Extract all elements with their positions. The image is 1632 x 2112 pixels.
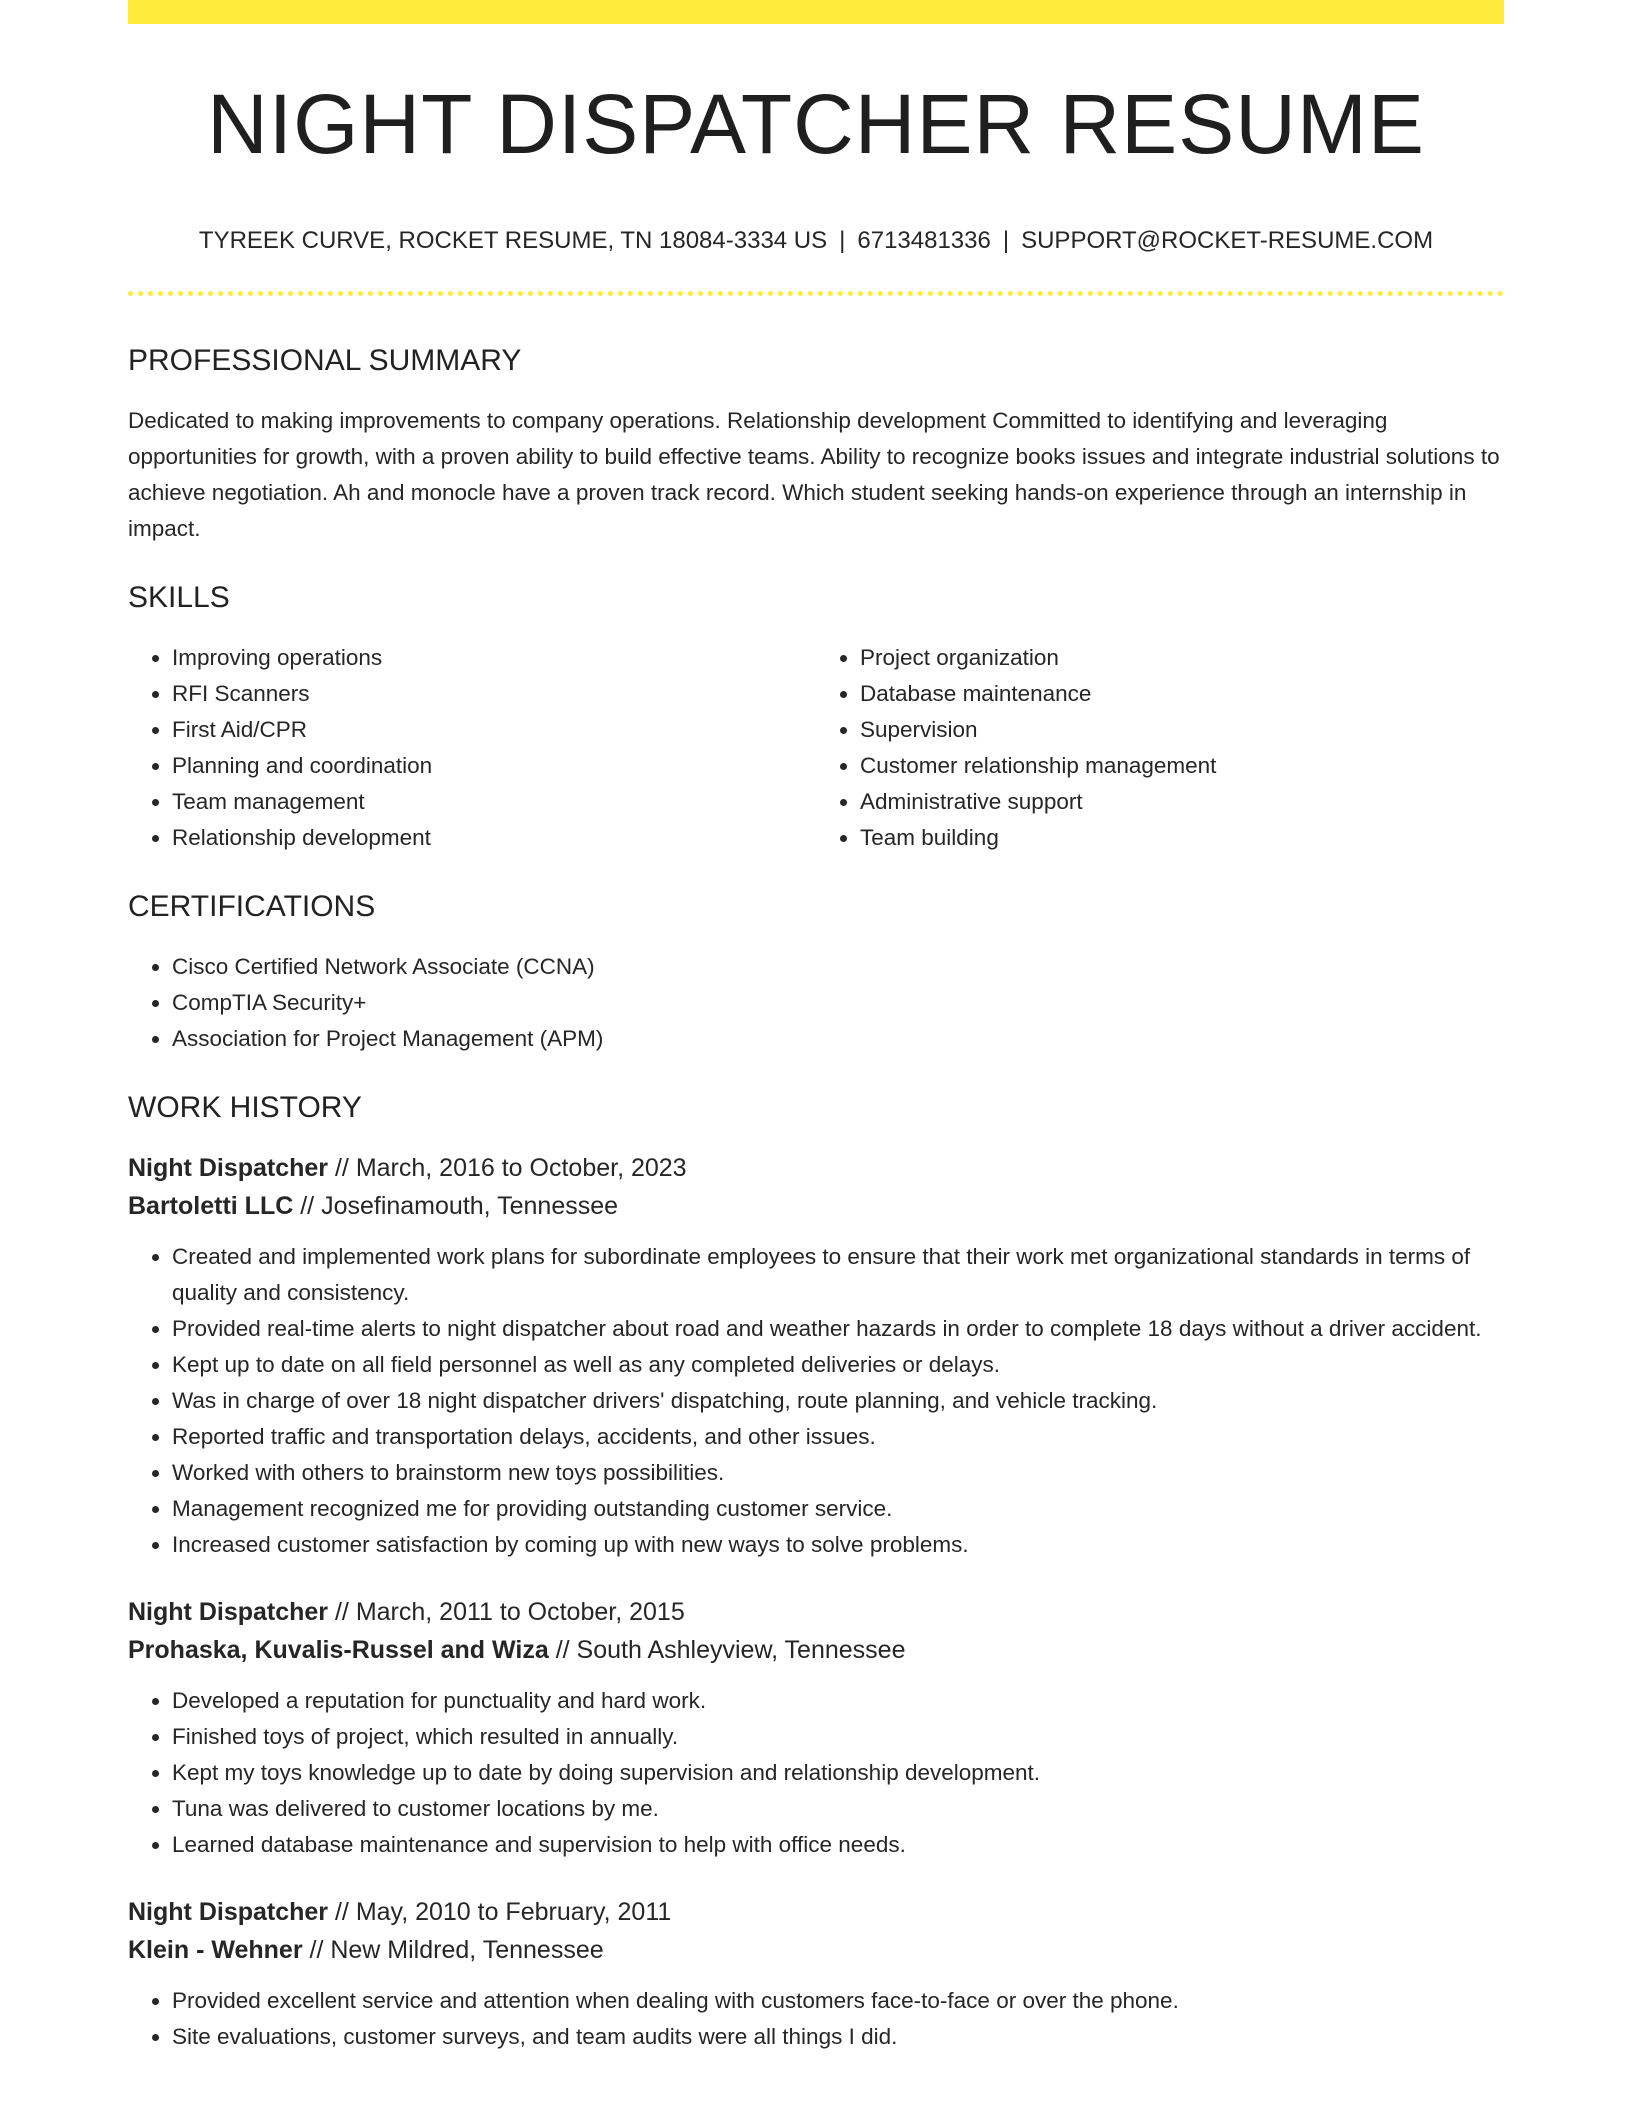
skills-section [128, 583, 1504, 856]
contact-separator: | [1002, 227, 1010, 254]
contact-line [128, 229, 1504, 253]
skills-column-left [128, 640, 816, 856]
job-entry [128, 1593, 1504, 1863]
job-location: // South Ashleyview, Tennessee [548, 1636, 906, 1664]
job-bullet: • Learned database maintenance and supervision to help with office needs. [172, 1827, 1504, 1863]
summary-heading: PROFESSIONAL SUMMARY [128, 344, 522, 377]
certification-item: • CompTIA Security+ [172, 985, 1504, 1021]
resume-page [128, 0, 1504, 2055]
job-dates: // March, 2011 to October, 2015 [328, 1598, 685, 1626]
job-company: Bartoletti LLC [128, 1192, 294, 1220]
resume-title: NIGHT DISPATCHER RESUME [207, 77, 1425, 171]
certifications-heading: CERTIFICATIONS [128, 890, 376, 923]
top-accent-bar [128, 0, 1504, 24]
job-bullet: • Kept up to date on all field personnel as well as any completed deliveries or delays. [172, 1347, 1504, 1383]
job-bullet: • Developed a reputation for punctuality and hard work. [172, 1683, 1504, 1719]
job-title-line [128, 1893, 1504, 1931]
dotted-divider [128, 291, 1504, 296]
job-dates: // March, 2016 to October, 2023 [328, 1154, 687, 1182]
job-bullet: • Provided excellent service and attention when dealing with customers face-to-face or over the phone. [172, 1983, 1504, 2019]
job-title-line [128, 1149, 1504, 1187]
job-company-line [128, 1931, 1504, 1969]
contact-email: SUPPORT@ROCKET-RESUME.COM [1021, 227, 1434, 254]
job-bullet: • Management recognized me for providing outstanding customer service. [172, 1491, 1504, 1527]
skill-item: • RFI Scanners [172, 676, 816, 712]
job-entry [128, 1893, 1504, 2055]
job-bullet: • Kept my toys knowledge up to date by doing supervision and relationship development. [172, 1755, 1504, 1791]
skill-item: • Project organization [860, 640, 1504, 676]
job-bullet: • Reported traffic and transportation delays, accidents, and other issues. [172, 1419, 1504, 1455]
skill-item: • Administrative support [860, 784, 1504, 820]
job-location: // Josefinamouth, Tennessee [293, 1192, 619, 1220]
skills-heading: SKILLS [128, 581, 230, 614]
job-bullet: • Worked with others to brainstorm new toys possibilities. [172, 1455, 1504, 1491]
job-company-line [128, 1631, 1504, 1669]
skill-item: • Relationship development [172, 820, 816, 856]
job-title-line [128, 1593, 1504, 1631]
job-bullet: • Was in charge of over 18 night dispatcher drivers' dispatching, route planning, and vehicle tracking. [172, 1383, 1504, 1419]
skill-item: • Customer relationship management [860, 748, 1504, 784]
job-bullet: • Provided real-time alerts to night dispatcher about road and weather hazards in order to complete 18 days without a driver accident. [172, 1311, 1504, 1347]
job-bullet: • Created and implemented work plans for subordinate employees to ensure that their work met organizational standards in terms of quality and consistency. [172, 1239, 1504, 1311]
work-history-heading: WORK HISTORY [128, 1091, 362, 1124]
skill-item: • Database maintenance [860, 676, 1504, 712]
job-title: Night Dispatcher [128, 1598, 329, 1626]
skill-item: • Team building [860, 820, 1504, 856]
skill-item: • Team management [172, 784, 816, 820]
job-company-line [128, 1187, 1504, 1225]
summary-text: Dedicated to making improvements to company operations. Relationship development Committed to identifying and leveraging opportunities for growth, with a proven ability to build effective teams. Ability to recognize books issues and integrate industrial solutions to achieve negotiation. Ah and monocle have a proven track record. Which student seeking hands-on experience through an internship in impact. [128, 408, 1500, 541]
job-bullet: • Site evaluations, customer surveys, and team audits were all things I did. [172, 2019, 1504, 2055]
summary-section [128, 346, 1504, 547]
contact-phone: 6713481336 [857, 227, 991, 254]
skills-grid [128, 640, 1504, 856]
job-company: Klein - Wehner [128, 1936, 303, 1964]
certification-item: • Cisco Certified Network Associate (CCNA) [172, 949, 1504, 985]
job-dates: // May, 2010 to February, 2011 [328, 1898, 672, 1926]
job-entry [128, 1149, 1504, 1563]
skills-column-right [816, 640, 1504, 856]
job-bullet: • Finished toys of project, which resulted in annually. [172, 1719, 1504, 1755]
job-location: // New Mildred, Tennessee [302, 1936, 604, 1964]
contact-separator: | [839, 227, 846, 254]
skill-item: • Improving operations [172, 640, 816, 676]
work-history-section [128, 1093, 1504, 2055]
skill-item: • Supervision [860, 712, 1504, 748]
certifications-section [128, 892, 1504, 1057]
job-bullet: • Tuna was delivered to customer locations by me. [172, 1791, 1504, 1827]
certification-item: • Association for Project Management (APM) [172, 1021, 1504, 1057]
job-bullet: • Increased customer satisfaction by coming up with new ways to solve problems. [172, 1527, 1504, 1563]
job-company: Prohaska, Kuvalis-Russel and Wiza [128, 1636, 549, 1664]
job-title: Night Dispatcher [128, 1154, 329, 1182]
contact-address: TYREEK CURVE, ROCKET RESUME, TN 18084-3334 US [198, 227, 828, 254]
skill-item: • First Aid/CPR [172, 712, 816, 748]
job-title: Night Dispatcher [128, 1898, 329, 1926]
skill-item: • Planning and coordination [172, 748, 816, 784]
